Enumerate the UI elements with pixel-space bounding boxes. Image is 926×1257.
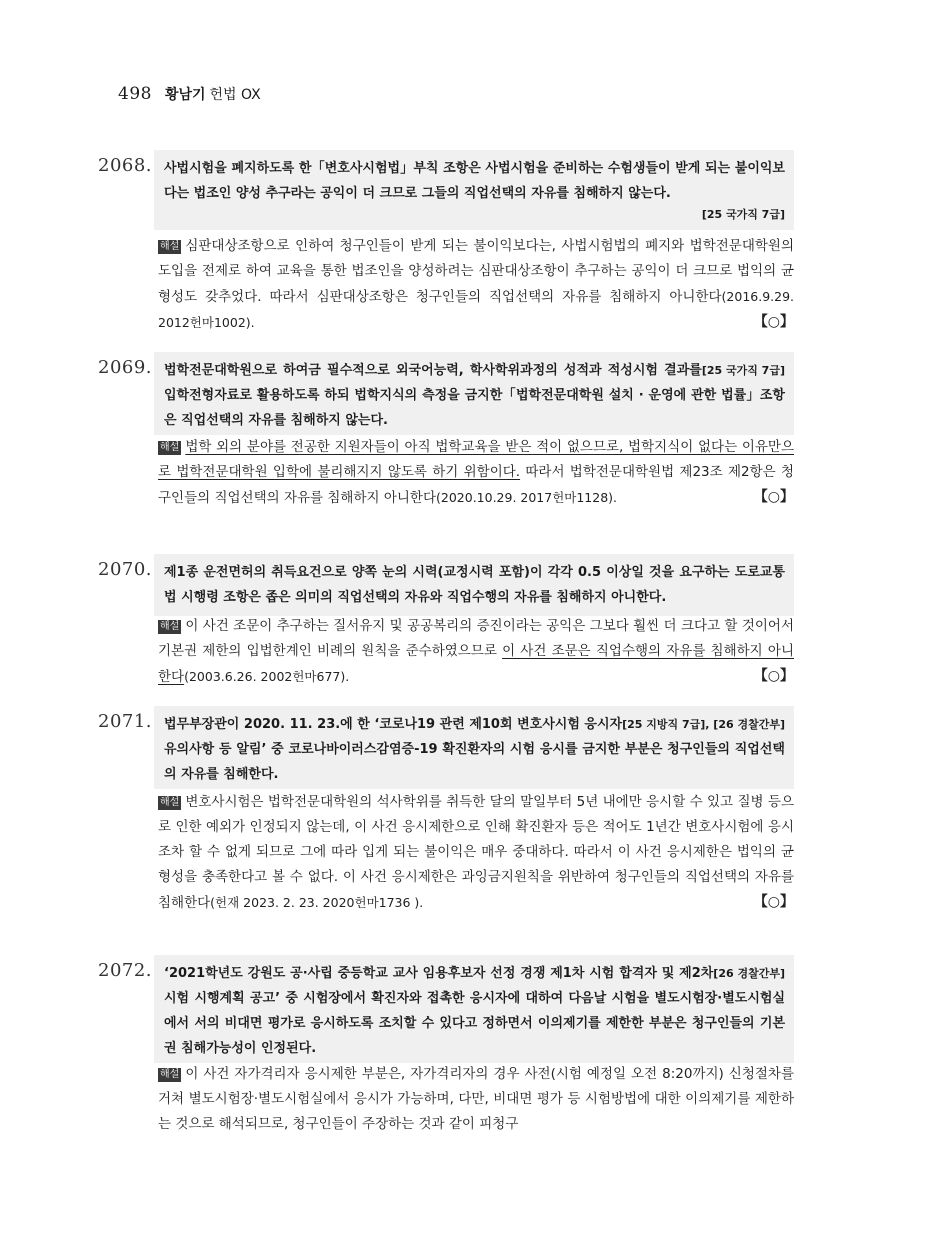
answer-explanation	[158, 790, 794, 916]
question-box	[154, 554, 794, 616]
answer-text: 변호사시험은 법학전문대학원의 석사학위를 취득한 달의 말일부터 5년 내에만 응시할 수 있고 질병 등으로 인한 예외가 인정되지 않는데, 이 사건 응시제한으로 인해 확진환자 등은 적어도 1년간 변호사시험에 응시조차 할 수 없게 되므로 그에 따라 입게 되는 불이익은 매우 중대하다. 따라서 이 사건 응시제한은 법익의 균형성을 충족한다고 볼 수 없다. 이 사건 응시제한은 과잉금지원칙을 위반하여 청구인들의 직업선택의 자유를 침해한다	[158, 794, 794, 911]
answer-citation: (2003.6.26. 2002헌마677).	[184, 669, 350, 684]
question-text	[164, 961, 785, 1061]
question-text: 제1종 운전면허의 취득요건으로 양쪽 눈의 시력(교정시력 포함)이 각각 0.5 이상일 것을 요구하는 도로교통법 시행령 조항은 좁은 의미의 직업선택의 자유와 직업수행의 자유를 침해하지 아니한다.	[164, 565, 785, 605]
answer-explanation	[158, 435, 794, 511]
question-text: 사법시험을 폐지하도록 한「변호사시험법」부칙 조항은 사법시험을 준비하는 수험생들이 받게 되는 불이익보다는 법조인 양성 추구라는 공익이 더 크므로 그들의 직업선택의 자유를 침해하지 않는다.	[164, 161, 785, 201]
answer-explanation	[158, 1062, 794, 1137]
question-box	[154, 352, 794, 435]
question-number: 2072.	[98, 960, 153, 981]
question-source: [26 경찰간부]	[713, 967, 785, 980]
answer-result: 【○】	[753, 668, 794, 684]
question-box	[154, 706, 794, 789]
page-header	[118, 84, 261, 106]
question-box	[154, 955, 794, 1063]
question-box	[154, 150, 794, 230]
answer-text: 이 사건 조문이 추구하는 질서유지 및 공공복리의 증진이라는 공익은 그보다 훨씬 더 크다고 할 것이어서 기본권 제한의 입법한계인 비례의 원칙을 준수하였으므로	[158, 618, 794, 659]
question-text	[164, 712, 785, 787]
question-number: 2068.	[98, 155, 153, 176]
question-number: 2071.	[98, 711, 153, 732]
question-body: ‘2021학년도 강원도 공·사립 중등학교 교사 임용후보자 선정 경쟁 제1차 시험 합격자 및 제2차 시험 시행계획 공고’ 중 시험장에서 확진자와 접촉한 응시자에 대하여 다음날 시험을 별도시험장·별도시험실에서 서의 비대면 평가로 응시하도록 조치할 수 있다고 정하면서 이의제기를 제한한 부분은 청구인들의 기본권 침해가능성이 인정된다.	[164, 966, 785, 1056]
page-number: 498	[118, 84, 152, 104]
answer-result: 【○】	[753, 894, 794, 910]
answer-citation: (2016.9.29. 2012헌마1002).	[158, 289, 794, 330]
explanation-badge: 해설	[160, 442, 180, 453]
question-source: [25 국가직 7급]	[701, 364, 785, 377]
book-title: 헌법 OX	[209, 87, 261, 103]
question-source: [25 국가직 7급]	[701, 208, 785, 221]
question-text	[164, 358, 785, 433]
answer-citation: (2020.10.29. 2017헌마1128).	[436, 490, 618, 505]
question-number: 2069.	[98, 357, 153, 378]
answer-explanation	[158, 234, 794, 336]
question-source: [25 지방직 7급], [26 경찰간부]	[622, 718, 785, 731]
book-author: 황남기	[164, 87, 206, 103]
explanation-badge: 해설	[160, 621, 180, 632]
question-body: 법무부장관이 2020. 11. 23.에 한 ‘코로나19 관련 제10회 변호사시험 응시자 유의사항 등 알림’ 중 코로나바이러스감염증-19 확진환자의 시험 응시를 금지한 부분은 청구인들의 직업선택의 자유를 침해한다.	[164, 717, 785, 782]
answer-result: 【○】	[753, 489, 794, 505]
question-number: 2070.	[98, 559, 153, 580]
answer-text: 심판대상조항으로 인하여 청구인들이 받게 되는 불이익보다는, 사법시험법의 폐지와 법학전문대학원의 도입을 전제로 하여 교육을 통한 법조인을 양성하려는 심판대상조항이 추구하는 공익이 더 크므로 법익의 균형성도 갖추었다. 따라서 심판대상조항은 청구인들의 직업선택의 자유를 침해하지 아니한다	[158, 238, 794, 305]
explanation-badge: 해설	[160, 797, 180, 808]
explanation-badge: 해설	[160, 1069, 180, 1080]
question-body: 법학전문대학원으로 하여금 필수적으로 외국어능력, 학사학위과정의 성적과 적성시험 결과를 입학전형자료로 활용하도록 하되 법학지식의 측정을 금지한「법학전문대학원 설치 · 운영에 관한 법률」조항은 직업선택의 자유를 침해하지 않는다.	[164, 363, 785, 428]
answer-explanation	[158, 614, 794, 690]
explanation-badge: 해설	[160, 241, 180, 252]
answer-citation: (헌재 2023. 2. 23. 2020헌마1736 ).	[210, 895, 424, 910]
answer-result: 【○】	[753, 314, 794, 330]
answer-underlined-text: 이 사건 조문은 직업수행의 자유를 침해하지 아니한다	[158, 643, 794, 685]
answer-underlined-text: 법학 외의 분야를 전공한 지원자들이 아직 법학교육을 받은 적이 없으므로, 법학지식이 없다는 이유만으로 법학전문대학원 입학에 불리해지지 않도록 하기 위함이다.	[158, 439, 794, 480]
answer-text: 따라서 법학전문대학원법 제23조 제2항은 청구인들의 직업선택의 자유를 침해하지 아니한다	[158, 464, 794, 506]
answer-text: 이 사건 자가격리자 응시제한 부분은, 자가격리자의 경우 사전(시험 예정일 오전 8:20까지) 신청절차를 거쳐 별도시험장·별도시험실에서 응시가 가능하며, 다만, 비대면 평가 등 시험방법에 대한 이의제기를 제한하는 것으로 해석되므로, 청구인들이 주장하는 것과 같이 피청구	[158, 1066, 794, 1132]
